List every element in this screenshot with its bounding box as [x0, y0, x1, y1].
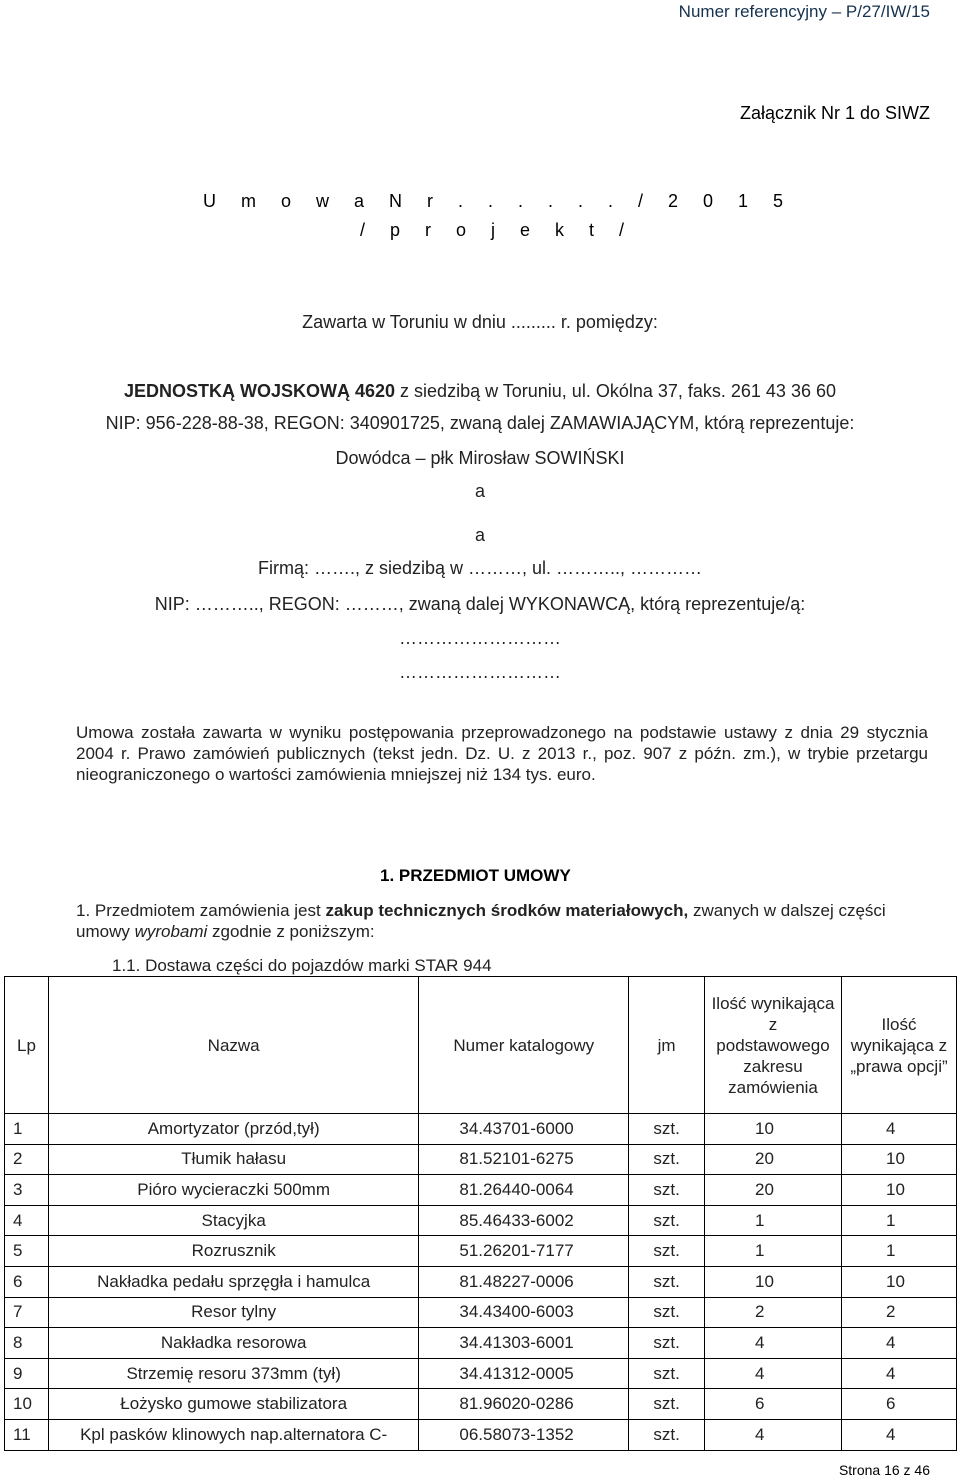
- subject-italic: wyrobami: [134, 922, 208, 941]
- table-row: [5, 1205, 957, 1236]
- cell-nazwa: Nakładka resorowa: [48, 1328, 418, 1359]
- cell-jm: szt.: [629, 1236, 705, 1267]
- table-row: [5, 1114, 957, 1145]
- cell-numer: 81.52101-6275: [419, 1144, 629, 1175]
- cell-lp: 7: [5, 1297, 49, 1328]
- page-number: Strona 16 z 46: [838, 1462, 930, 1478]
- cell-lp: 2: [5, 1144, 49, 1175]
- cell-jm: szt.: [629, 1328, 705, 1359]
- cell-nazwa: Rozrusznik: [48, 1236, 418, 1267]
- table-row: [5, 1144, 957, 1175]
- subsection-heading: 1.1. Dostawa części do pojazdów marki STAR 944: [112, 956, 492, 975]
- cell-opcja: 6: [841, 1389, 956, 1420]
- cell-nazwa: Tłumik hałasu: [48, 1144, 418, 1175]
- conjunction-a2: a: [474, 525, 485, 545]
- cell-nazwa: Nakładka pedału sprzęgła i hamulca: [48, 1266, 418, 1297]
- cell-jm: szt.: [629, 1144, 705, 1175]
- subject-start: 1. Przedmiotem zamówienia jest: [76, 901, 326, 920]
- header-lp: Lp: [5, 977, 49, 1114]
- cell-numer: 34.43701-6000: [419, 1114, 629, 1145]
- cell-opcja: 1: [841, 1205, 956, 1236]
- cell-jm: szt.: [629, 1114, 705, 1145]
- cell-opcja: 4: [841, 1328, 956, 1359]
- cell-opcja: 4: [841, 1358, 956, 1389]
- cell-jm: szt.: [629, 1358, 705, 1389]
- cell-jm: szt.: [629, 1419, 705, 1450]
- cell-numer: 81.48227-0006: [419, 1266, 629, 1297]
- cell-podst: 10: [705, 1266, 842, 1297]
- table-row: [5, 1419, 957, 1450]
- buyer-address: z siedzibą w Toruniu, ul. Okólna 37, faks. 261 43 36 60: [395, 381, 836, 401]
- cell-podst: 2: [705, 1297, 842, 1328]
- buyer-ids: NIP: 956-228-88-38, REGON: 340901725, zwaną dalej ZAMAWIAJĄCYM, którą reprezentuje:: [105, 413, 855, 433]
- cell-numer: 85.46433-6002: [419, 1205, 629, 1236]
- cell-opcja: 4: [841, 1114, 956, 1145]
- legal-basis-paragraph: Umowa została zawarta w wyniku postępowania przeprowadzonego na podstawie ustawy z dnia 29 stycznia 2004 r. Prawo zamówień publicznych (tekst jedn. Dz. U. z 2013 r., poz. 907 z późn. zm.), w trybie przetargu nieograniczonego o wartości zamówienia mniejszej niż 134 tys. euro.: [76, 723, 928, 784]
- cell-podst: 20: [705, 1144, 842, 1175]
- cell-opcja: 10: [841, 1175, 956, 1206]
- concluded-line: Zawarta w Toruniu w dniu ......... r. pomiędzy:: [302, 312, 658, 332]
- cell-opcja: 10: [841, 1266, 956, 1297]
- header-numer: Numer katalogowy: [419, 977, 629, 1114]
- cell-lp: 4: [5, 1205, 49, 1236]
- cell-jm: szt.: [629, 1266, 705, 1297]
- cell-podst: 4: [705, 1358, 842, 1389]
- cell-opcja: 1: [841, 1236, 956, 1267]
- cell-podst: 1: [705, 1205, 842, 1236]
- cell-nazwa: Strzemię resoru 373mm (tył): [48, 1358, 418, 1389]
- parts-table: [4, 976, 957, 1451]
- cell-nazwa: Amortyzator (przód,tył): [48, 1114, 418, 1145]
- cell-numer: 51.26201-7177: [419, 1236, 629, 1267]
- buyer-name: JEDNOSTKĄ WOJSKOWĄ 4620: [123, 381, 396, 401]
- table-row: [5, 1358, 957, 1389]
- subject-bold: zakup technicznych środków materiałowych,: [325, 901, 689, 920]
- conjunction-a1: a: [474, 481, 485, 501]
- table-row: [5, 1175, 957, 1206]
- contractor-firm-line: Firmą: ……., z siedzibą w ………, ul. ……….., …………: [257, 558, 703, 578]
- cell-lp: 6: [5, 1266, 49, 1297]
- cell-numer: 81.96020-0286: [419, 1389, 629, 1420]
- table-row: [5, 1297, 957, 1328]
- cell-lp: 3: [5, 1175, 49, 1206]
- cell-podst: 1: [705, 1236, 842, 1267]
- header-nazwa: Nazwa: [48, 977, 418, 1114]
- cell-jm: szt.: [629, 1389, 705, 1420]
- table-row: [5, 1389, 957, 1420]
- commander-line: Dowódca – płk Mirosław SOWIŃSKI: [335, 448, 625, 468]
- cell-numer: 34.41303-6001: [419, 1328, 629, 1359]
- table-row: [5, 1266, 957, 1297]
- representative-dots-2: ………………………: [399, 662, 561, 682]
- cell-lp: 5: [5, 1236, 49, 1267]
- subject-paragraph: [76, 900, 928, 942]
- cell-nazwa: Resor tylny: [48, 1297, 418, 1328]
- cell-lp: 8: [5, 1328, 49, 1359]
- attachment-label: Załącznik Nr 1 do SIWZ: [739, 103, 930, 123]
- header-jm: jm: [629, 977, 705, 1114]
- cell-podst: 10: [705, 1114, 842, 1145]
- representative-dots-1: ………………………: [399, 628, 561, 648]
- cell-jm: szt.: [629, 1297, 705, 1328]
- cell-jm: szt.: [629, 1175, 705, 1206]
- cell-lp: 10: [5, 1389, 49, 1420]
- cell-lp: 1: [5, 1114, 49, 1145]
- contractor-ids-line: NIP: ……….., REGON: ………, zwaną dalej WYKONAWCĄ, którą reprezentuje/ą:: [154, 594, 806, 614]
- cell-nazwa: Kpl pasków klinowych nap.alternatora C-: [48, 1419, 418, 1450]
- cell-nazwa: Łożysko gumowe stabilizatora: [48, 1389, 418, 1420]
- cell-opcja: 4: [841, 1419, 956, 1450]
- subject-mid: zwanych w dalszej części umowy: [76, 901, 886, 941]
- cell-podst: 4: [705, 1328, 842, 1359]
- cell-jm: szt.: [629, 1205, 705, 1236]
- header-ilosc-opcji: Ilość wynikająca z „prawa opcji”: [841, 977, 956, 1114]
- cell-podst: 6: [705, 1389, 842, 1420]
- cell-numer: 34.43400-6003: [419, 1297, 629, 1328]
- section-heading: 1. PRZEDMIOT UMOWY: [380, 866, 571, 885]
- cell-opcja: 2: [841, 1297, 956, 1328]
- cell-numer: 06.58073-1352: [419, 1419, 629, 1450]
- cell-podst: 4: [705, 1419, 842, 1450]
- cell-lp: 9: [5, 1358, 49, 1389]
- contract-title: U m o w a N r . . . . . . / 2 0 1 5: [202, 191, 794, 211]
- subject-end: zgodnie z poniższym:: [207, 922, 375, 941]
- table-row: [5, 1328, 957, 1359]
- cell-numer: 34.41312-0005: [419, 1358, 629, 1389]
- draft-label: / p r o j e k t /: [360, 220, 635, 240]
- cell-numer: 81.26440-0064: [419, 1175, 629, 1206]
- table-header-row: [5, 977, 957, 1114]
- cell-podst: 20: [705, 1175, 842, 1206]
- cell-lp: 11: [5, 1419, 49, 1450]
- cell-opcja: 10: [841, 1144, 956, 1175]
- reference-number: Numer referencyjny – P/27/IW/15: [678, 2, 930, 21]
- header-ilosc-podstawowa: Ilość wynikająca z podstawowego zakresu zamówienia: [705, 977, 842, 1114]
- buyer-line: [0, 381, 960, 402]
- table-row: [5, 1236, 957, 1267]
- cell-nazwa: Stacyjka: [48, 1205, 418, 1236]
- cell-nazwa: Pióro wycieraczki 500mm: [48, 1175, 418, 1206]
